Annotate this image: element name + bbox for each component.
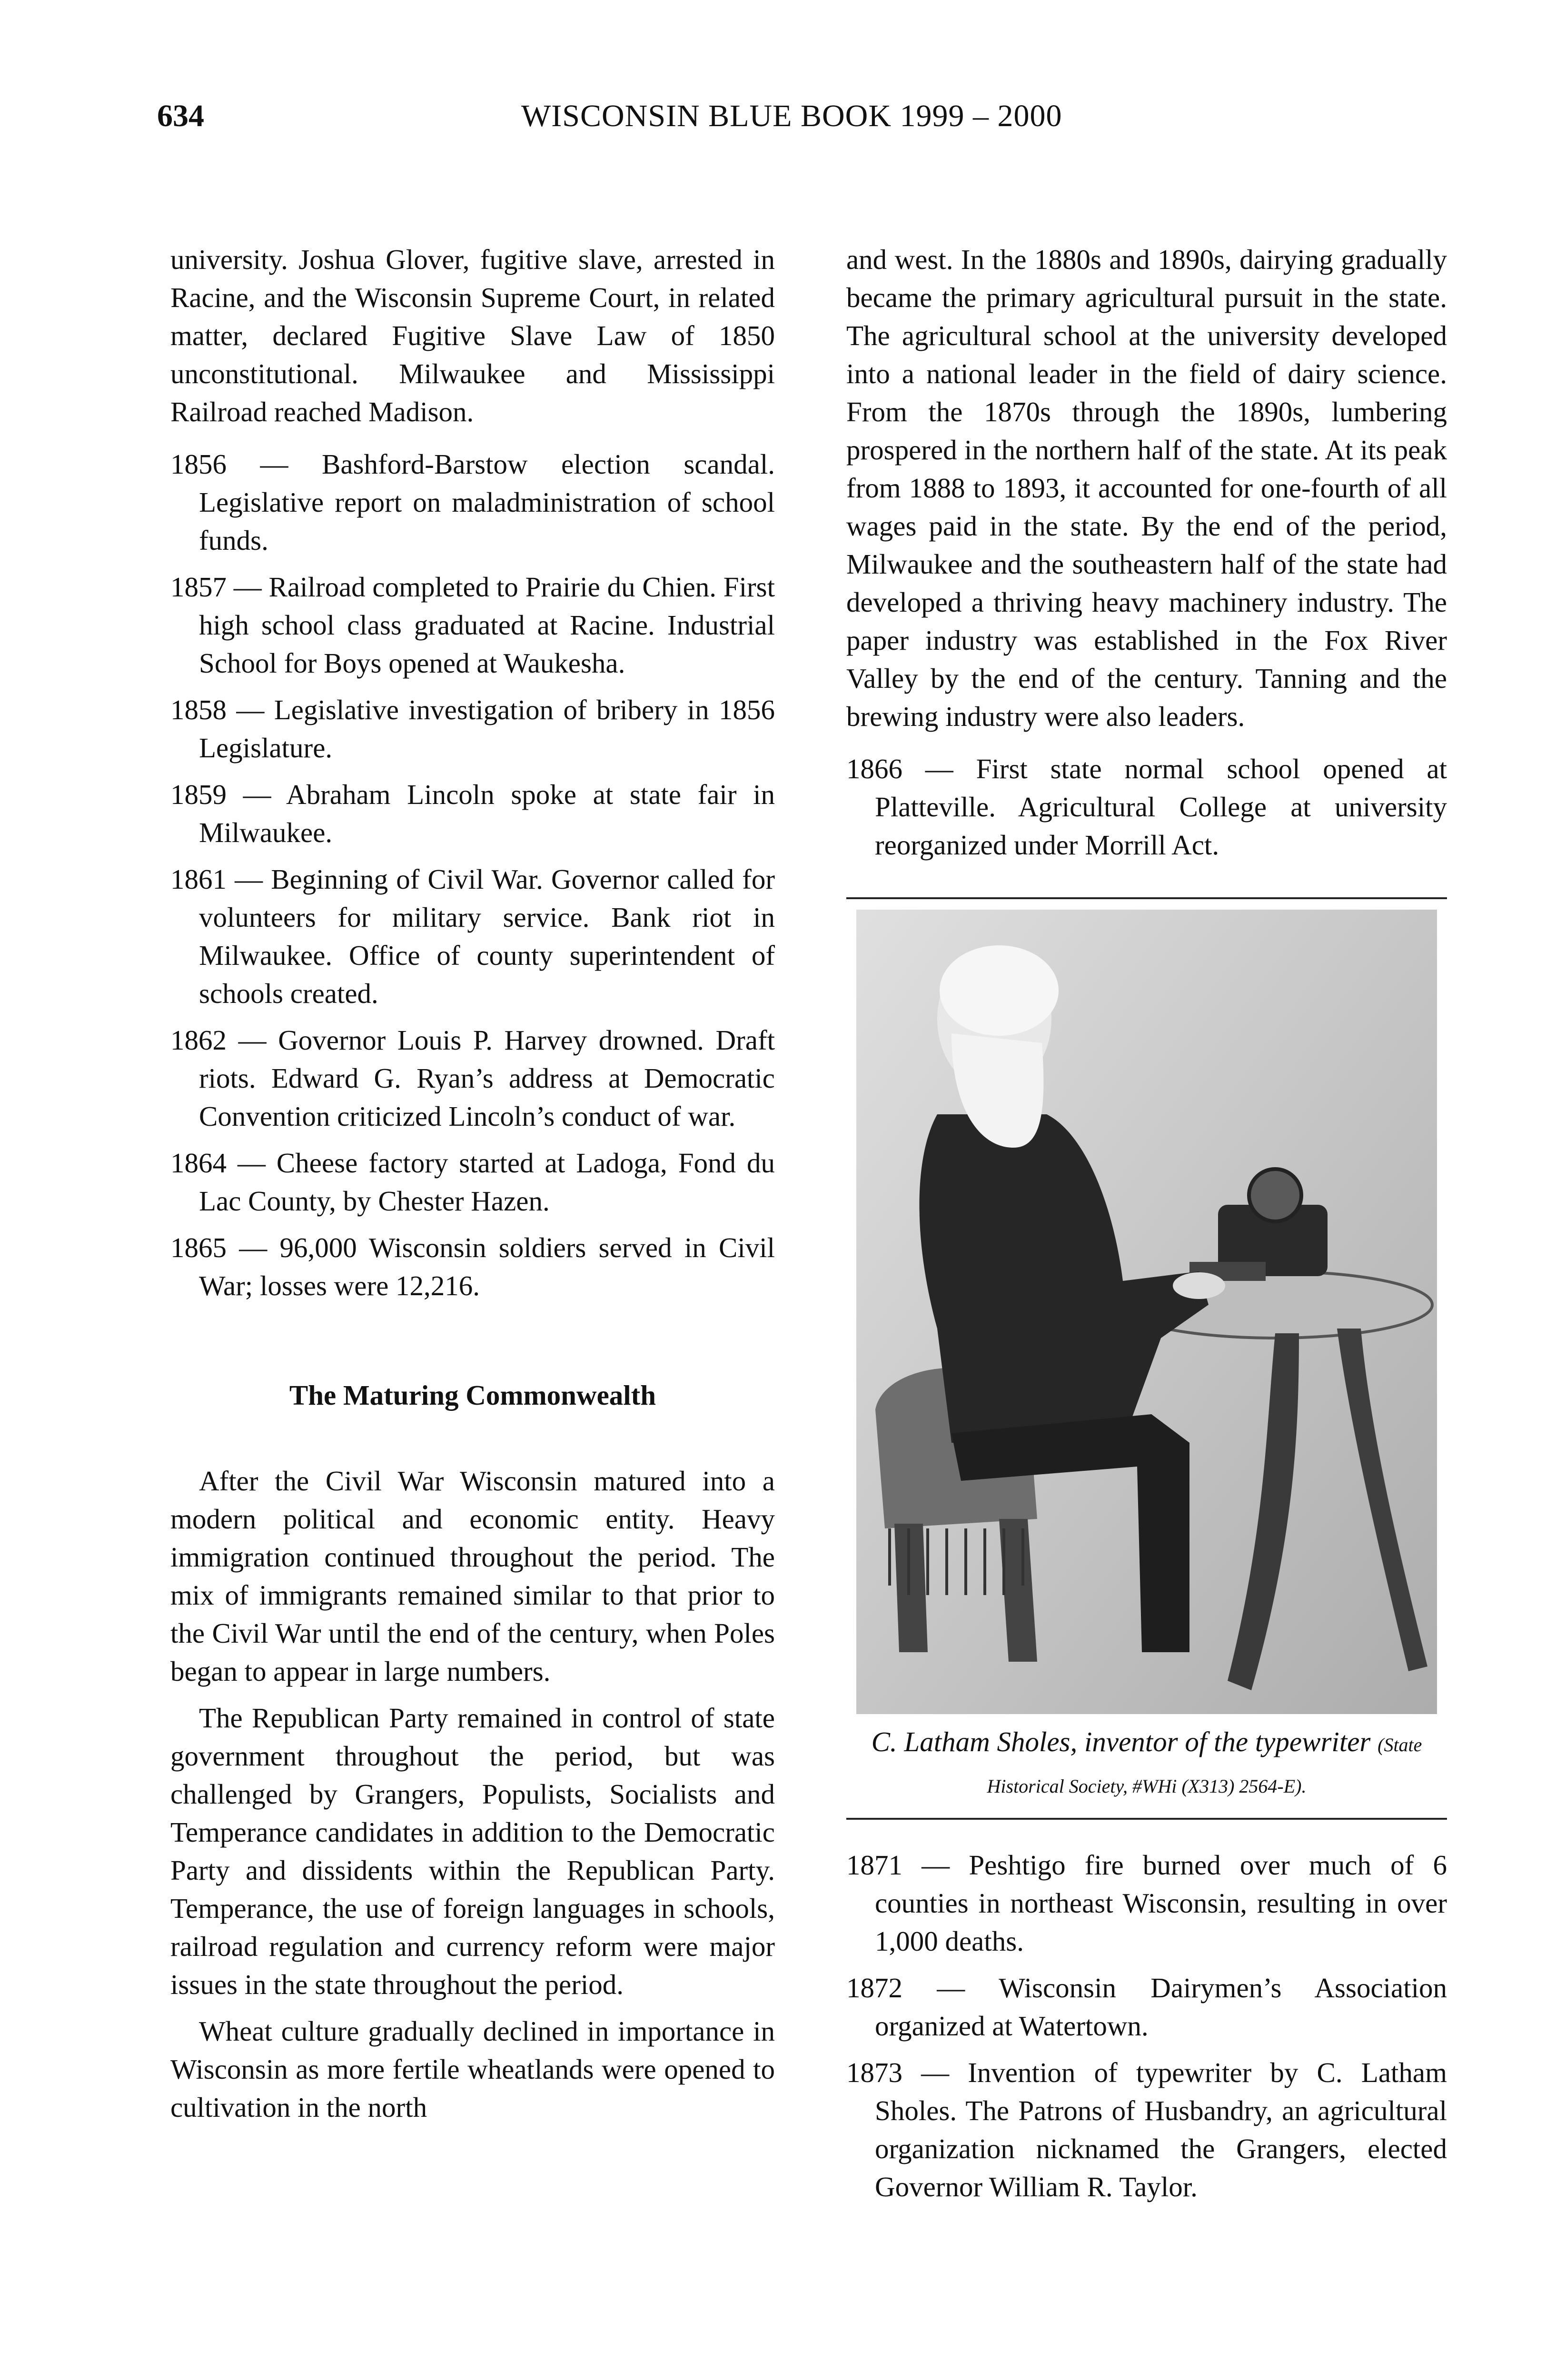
right-column (846, 240, 1447, 2214)
figure-caption (846, 1723, 1447, 1805)
chronology-entry-1865: 1865 — 96,000 Wisconsin soldiers served in Civil War; losses were 12,216. (170, 1232, 775, 1301)
figure (846, 897, 1447, 1820)
body-paragraph: Wheat culture gradually declined in importance in Wisconsin as more fertile wheatlands were opened to cultivation in the north (170, 2015, 775, 2123)
chronology-entry-1858: 1858 — Legislative investigation of bribery in 1856 Legislature. (170, 694, 775, 764)
page-number: 634 (157, 99, 204, 133)
chronology-entry-1871: 1871 — Peshtigo fire burned over much of 6 counties in northeast Wisconsin, resulting in over 1,000 deaths. (846, 1849, 1447, 1957)
portrait-illustration (856, 910, 1437, 1714)
chronology-entry-1859: 1859 — Abraham Lincoln spoke at state fair in Milwaukee. (170, 779, 775, 848)
continuation-text: university. Joshua Glover, fugitive slave, arrested in Racine, and the Wisconsin Supreme Court, in related matter, declared Fugitive Slave Law of 1850 unconstitutional. Milwaukee and Mississippi Railroad reached Madison. (170, 244, 775, 427)
caption-credit: (State Historical Society, #WHi (X313) 2564-E). (987, 1734, 1422, 1797)
chronology-entry-1862: 1862 — Governor Louis P. Harvey drowned. Draft riots. Edward G. Ryan’s address at Democratic Convention criticized Lincoln’s conduct of war. (170, 1024, 775, 1132)
left-column (170, 240, 775, 2135)
chronology-entry-1864: 1864 — Cheese factory started at Ladoga, Fond du Lac County, by Chester Hazen. (170, 1147, 775, 1217)
chronology-entry-1866: 1866 — First state normal school opened at Platteville. Agricultural College at university reorganized under Morrill Act. (846, 753, 1447, 861)
running-head: WISCONSIN BLUE BOOK 1999 – 2000 (521, 99, 1062, 133)
body-paragraph: After the Civil War Wisconsin matured into a modern political and economic entity. Heavy immigration continued throughout the period. The mix of immigrants remained similar to that prior to the Civil War until the end of the century, when Poles began to appear in large numbers. (170, 1465, 775, 1687)
portrait-photo (856, 910, 1437, 1714)
continuation-text: and west. In the 1880s and 1890s, dairying gradually became the primary agricultural pursuit in the state. The agricultural school at the university developed into a national leader in the field of dairy science. From the 1870s through the 1890s, lumbering prospered in the northern half of the state. At its peak from 1888 to 1893, it accounted for one-fourth of all wages paid in the state. By the end of the period, Milwaukee and the southeastern half of the state had developed a thriving heavy machinery industry. The paper industry was established in the Fox River Valley by the end of the century. Tanning and the brewing industry were also leaders. (846, 244, 1447, 732)
caption-text: C. Latham Sholes, inventor of the typewriter (871, 1726, 1371, 1757)
chronology-entry-1856: 1856 — Bashford-Barstow election scandal. Legislative report on maladministration of school funds. (170, 448, 775, 556)
chronology-entry-1857: 1857 — Railroad completed to Prairie du Chien. First high school class graduated at Racine. Industrial School for Boys opened at Waukesha. (170, 571, 775, 679)
body-paragraph: The Republican Party remained in control of state government throughout the period, but was challenged by Grangers, Populists, Socialists and Temperance candidates in addition to the Democratic Party and dissidents within the Republican Party. Temperance, the use of foreign languages in schools, railroad regulation and currency reform were major issues in the state throughout the period. (170, 1702, 775, 2000)
section-heading: The Maturing Commonwealth (289, 1379, 656, 1411)
chronology-entry-1873: 1873 — Invention of typewriter by C. Latham Sholes. The Patrons of Husbandry, an agricultural organization nicknamed the Grangers, elected Governor William R. Taylor. (846, 2057, 1447, 2202)
figure-bottom-rule (846, 1818, 1447, 1820)
chronology-entry-1872: 1872 — Wisconsin Dairymen’s Association organized at Watertown. (846, 1972, 1447, 2042)
figure-top-rule (846, 897, 1447, 899)
chronology-entry-1861: 1861 — Beginning of Civil War. Governor called for volunteers for military service. Bank riot in Milwaukee. Office of county superintendent of schools created. (170, 863, 775, 1009)
